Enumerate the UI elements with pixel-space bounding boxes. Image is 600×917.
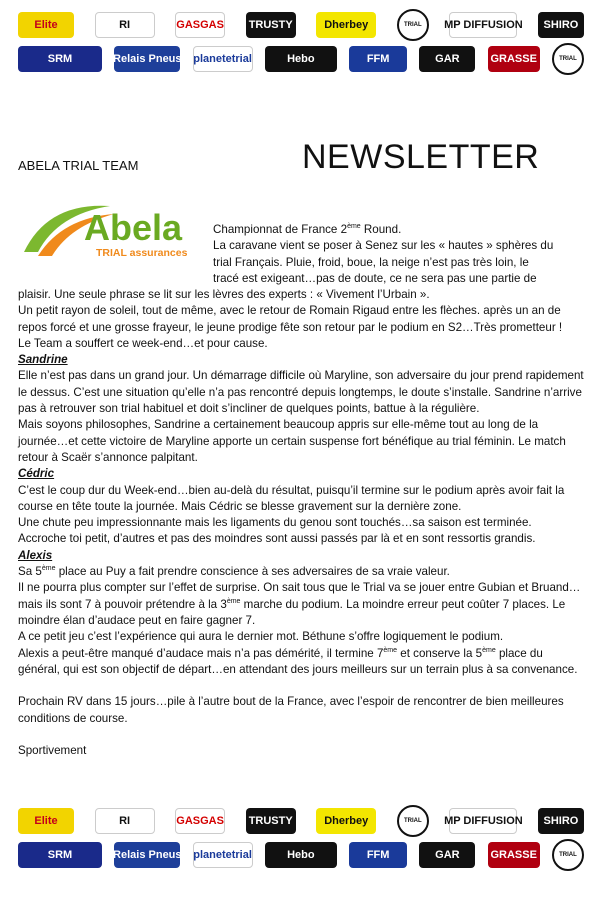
paragraph: A ce petit jeu c’est l’expérience qui aura le dernier mot. Béthune s’offre logiquement le podium. (18, 630, 504, 644)
intro-line: tracé est exigeant…pas de doute, ce ne sera pas une partie de (213, 271, 537, 285)
mp-diffusion-logo: MP DIFFUSION (449, 808, 517, 834)
moto-club-badge-logo: TRIAL (397, 805, 429, 837)
moto-club-grasse-logo: GRASSE (488, 46, 540, 72)
intro-line: trial Français. Pluie, froid, boue, la neige n’est pas très loin, le (213, 255, 529, 269)
relais-pneus-logo: Relais Pneus (114, 46, 180, 72)
paragraph: Prochain RV dans 15 jours…pile à l’autre bout de la France, avec l’espoir de rencontrer de bien meilleures conditions de course. (18, 695, 564, 725)
paragraph: Il ne pourra plus compter sur l’effet de surprise. On sait tous que le Trial va se jouer entre Gubian et Bruand…mais ils sont 7 à pouvoir prétendre à la 3ème marche du podium. La moindre erreur peut coûter 7 places. Le moindre élan d’audace peut en faire gagner 7. (18, 581, 581, 627)
trusty-logo: TRUSTY (246, 12, 296, 38)
paragraph: Le Team a souffert ce week-end…et pour cause. (18, 336, 268, 350)
ffm-logo: FFM (349, 46, 407, 72)
gas-gas-logo: GASGAS (175, 808, 225, 834)
relais-pneus-logo: Relais Pneus (114, 842, 180, 868)
shiro-logo: SHIRO (538, 12, 584, 38)
signature: Sportivement (18, 744, 87, 758)
gas-gas-logo: GASGAS (175, 12, 225, 38)
planete-trial-logo: planetetrial (193, 842, 253, 868)
gar-logo: GAR (419, 842, 475, 868)
team-name: ABELA TRIAL TEAM (18, 158, 139, 173)
paragraph: Alexis a peut-être manqué d’audace mais n’a pas démérité, il termine 7ème et conserve la 5ème place du général, qui est son objectif de départ…en attendant des jours meilleurs sur un terrain plus à sa convenance. (18, 646, 578, 676)
gar-logo: GAR (419, 46, 475, 72)
abela-logo-word: Abela (84, 207, 183, 248)
sponsor-row-2 (18, 838, 584, 872)
trial-club-badge-logo: TRIAL (552, 43, 584, 75)
paragraph: Une chute peu impressionnante mais les ligaments du genou sont touchés…sa saison est terminée. (18, 516, 532, 530)
planete-trial-logo: planetetrial (193, 46, 253, 72)
sponsor-row-1 (18, 8, 584, 42)
abela-logo-sub: TRIAL assurances (96, 247, 188, 259)
article-body (18, 287, 586, 760)
section-heading-alexis: Alexis (18, 548, 53, 562)
elite-logo: Elite (18, 808, 74, 834)
paragraph: Elle n’est pas dans un grand jour. Un démarrage difficile où Maryline, son adversaire du jour prend rapidement le dessus. C’est une situation qu’elle n’a pas rencontré depuis longtemps, le doute s’installe. Sandrine n’arrive pas à retrouver son trial habituel et doit s’incliner de quelques points, battue à la régulière. (18, 369, 584, 416)
trusty-logo: TRUSTY (246, 808, 296, 834)
intro-text (213, 222, 585, 287)
paragraph: plaisir. Une seule phrase se lit sur les lèvres des experts : « Vivement l’Urbain ». (18, 288, 430, 301)
hebo-logo: Hebo (265, 842, 337, 868)
shiro-logo: SHIRO (538, 808, 584, 834)
paragraph: Accroche toi petit, d’autres et pas des moindres sont aussi passés par là et en sont ressortis grandis. (18, 532, 536, 546)
round-line: Championnat de France 2ème Round. (213, 223, 402, 236)
hebo-logo: Hebo (265, 46, 337, 72)
sponsor-logos-top (18, 8, 584, 76)
moto-club-grasse-logo: GRASSE (488, 842, 540, 868)
elite-logo: Elite (18, 12, 74, 38)
paragraph: Un petit rayon de soleil, tout de même, avec le retour de Romain Rigaud entre les flèches. après un an de repos forcé et une grosse frayeur, le jeune prodige fête son retour par le podium en S2…Très prometteur ! (18, 304, 563, 334)
srm-logo: SRM (18, 46, 102, 72)
dherbey-logo: Dherbey (316, 12, 376, 38)
abela-logo (18, 200, 202, 262)
intro-line: La caravane vient se poser à Senez sur les « hautes » sphères du (213, 239, 554, 253)
ffm-logo: FFM (349, 842, 407, 868)
moto-club-badge-logo: TRIAL (397, 9, 429, 41)
mp-diffusion-logo: MP DIFFUSION (449, 12, 517, 38)
sponsor-logos-bottom (18, 804, 584, 872)
spacer (18, 727, 586, 743)
paragraph: C’est le coup dur du Week-end…bien au-delà du résultat, puisqu’il termine sur le podium après avoir fait la course en tête toute la journée. Mais Cédric se blesse gravement sur la dernière zone. (18, 483, 565, 513)
section-heading-cedric: Cédric (18, 467, 55, 481)
srm-logo: SRM (18, 842, 102, 868)
ri-logo: RI (95, 808, 155, 834)
sponsor-row-1 (18, 804, 584, 838)
paragraph: Sa 5ème place au Puy a fait prendre conscience à ses adversaires de sa vraie valeur. (18, 565, 450, 579)
spacer (18, 678, 586, 694)
newsletter-title: NEWSLETTER (302, 138, 540, 176)
dherbey-logo: Dherbey (316, 808, 376, 834)
sponsor-row-2 (18, 42, 584, 76)
ri-logo: RI (95, 12, 155, 38)
trial-club-badge-logo: TRIAL (552, 839, 584, 871)
section-heading-sandrine: Sandrine (18, 353, 68, 367)
paragraph: Mais soyons philosophes, Sandrine a certainement beaucoup appris sur elle-même tout au long de la journée…et cette victoire de Maryline apporte un certain suspense fort bénéfique au trial féminin. Le match retour à Scaër s’annonce palpitant. (18, 418, 566, 464)
